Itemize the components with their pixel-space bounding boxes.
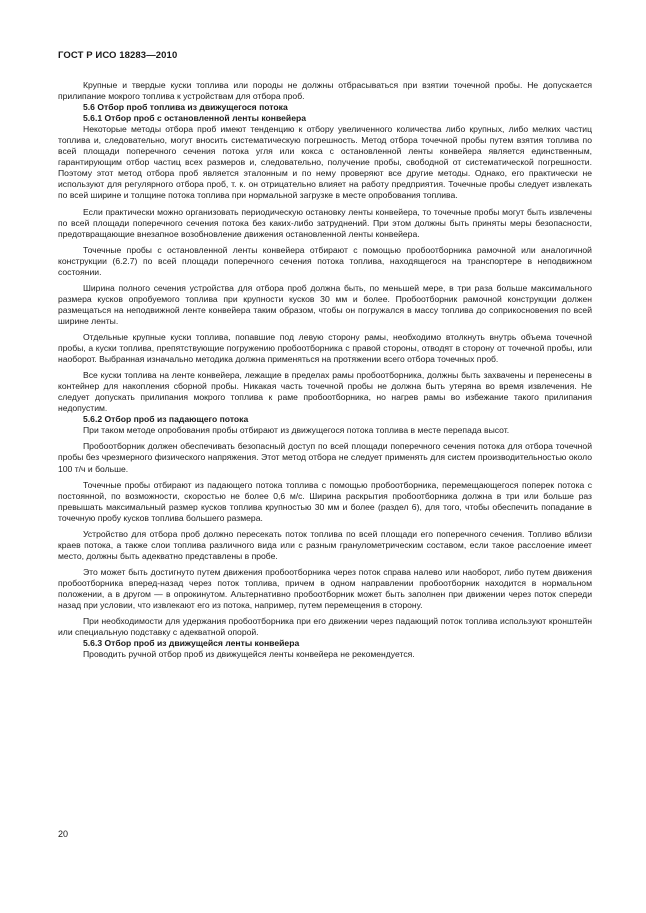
section-heading-5-6-3: 5.6.3 Отбор проб из движущейся ленты конвейера — [83, 638, 300, 649]
paragraph: Все куски топлива на ленте конвейера, лежащие в пределах рамы пробоотборника, должны быть захвачены и перенесены в контейнер для накопления сборной пробы. Никакая часть точечной пробы не должна быть утеряна во время извлечения. Не следует допускать прилипания мокрого топлива к раме пробоотборника, но нагрев рамы во избежание такого прилипания недопустим. — [58, 370, 592, 414]
section-heading-5-6-2: 5.6.2 Отбор проб из падающего потока — [83, 414, 249, 425]
section-heading-5-6: 5.6 Отбор проб топлива из движущегося потока — [83, 102, 288, 113]
standard-header: ГОСТ Р ИСО 18283—2010 — [58, 50, 178, 61]
paragraph: Крупные и твердые куски топлива или породы не должны отбрасываться при взятии точечной пробы. Не допускается прилипание мокрого топлива к устройствам для отбора проб. — [58, 80, 592, 102]
paragraph: Если практически можно организовать периодическую остановку ленты конвейера, то точечные пробы могут быть извлечены по всей площади поперечного сечения потока без каких-либо затруднений. При этом должны быть приняты меры безопасности, предотвращающие внезапное возобновление движения остановленной ленты конвейера. — [58, 206, 592, 239]
paragraph: Это может быть достигнуто путем движения пробоотборника через поток справа налево или наоборот, либо путем движения пробоотборника вперед-назад через поток топлива, причем в одном направлении пробоотборник находится в нормальном положении, а в другом — в опрокинутом. Альтернативно пробоотборник может быть заполнен при движении через поток спереди назад при условии, что извлекают его из потока, например, путем перемещения в сторону. — [58, 566, 592, 611]
paragraph: Некоторые методы отбора проб имеют тенденцию к отбору увеличенного количества либо крупных, либо мелких частиц топлива и, следовательно, могут вносить систематическую погрешность. Метод отбора точечной пробы путем взятия топлива по всей площади поперечного сечения потока угля или кокса с остановленной ленты конвейера является единственным, гарантирующим отбор частиц всех размеров и, следовательно, получение пробы, свободной от систематической погрешности. Поэтому этот метод отбора проб является эталонным и по нему проверяют все другие методы. Однако, его практически не используют для регулярного отбора проб, т. к. он отрицательно влияет на работу предприятия. Точечные пробы следует извлекать по всей ширине и толщине потока топлива при нормальной загрузке в месте опробования топлива. — [58, 124, 592, 201]
page-number: 20 — [58, 829, 69, 839]
paragraph: Отдельные крупные куски топлива, попавшие под левую сторону рамы, необходимо втолкнуть внутрь объема точечной пробы, а куски топлива, препятствующие погружению пробоотборника с правой стороны, отводят в сторону от точечной пробы, или наоборот. Выбранная изначально методика должна применяться на протяжении всего отбора точечных проб. — [58, 331, 592, 365]
paragraph: Устройство для отбора проб должно пересекать поток топлива по всей площади его поперечного сечения. Топливо вблизи краев потока, а также слои топлива различного вида или с разным гранулометрическим составом, если такое расслоение имеет место, должны быть адекватно представлены в пробе. — [58, 528, 592, 561]
paragraph: Точечные пробы отбирают из падающего потока топлива с помощью пробоотборника, перемещающегося поперек потока с постоянной, по возможности, скоростью не более 0,6 м/с. Ширина раскрытия пробоотборника должна в три или больше раз превышать максимальный размер кусков топлива крупностью 30 мм и более (раздел 6), для того, чтобы обеспечить попадание в точечную пробу кусков топлива большего размера. — [58, 479, 592, 523]
paragraph: При таком методе опробования пробы отбирают из движущегося потока топлива в месте перепада высот. — [83, 425, 510, 436]
paragraph: Точечные пробы с остановленной ленты конвейера отбирают с помощью пробоотборника рамочной или аналогичной конструкции (6.2.7) по всей площади поперечного сечения потока топлива, находящегося на транспортере в неподвижном состоянии. — [58, 244, 592, 277]
paragraph: Пробоотборник должен обеспечивать безопасный доступ по всей площади поперечного сечения потока для отбора точечной пробы без чрезмерного физического напряжения. Этот метод отбора не следует применять для систем производительностью около 100 т/ч и больше. — [58, 441, 592, 474]
document-body — [58, 80, 592, 660]
paragraph: Ширина полного сечения устройства для отбора проб должна быть, по меньшей мере, в три раза больше максимального размера кусков опробуемого топлива при крупности кусков 30 мм и более. Пробоотборник рамочной конструкции должен размещаться на неподвижной ленте конвейера таким образом, чтобы он погружался в массу топлива до соприкосновения по всей ширине ленты. — [58, 282, 592, 326]
paragraph: Проводить ручной отбор проб из движущейся ленты конвейера не рекомендуется. — [83, 649, 415, 660]
section-heading-5-6-1: 5.6.1 Отбор проб с остановленной ленты конвейера — [83, 113, 307, 124]
paragraph: При необходимости для удержания пробоотборника при его движении через падающий поток топлива используют кронштейн или специальную подставку с адекватной опорой. — [58, 616, 592, 638]
